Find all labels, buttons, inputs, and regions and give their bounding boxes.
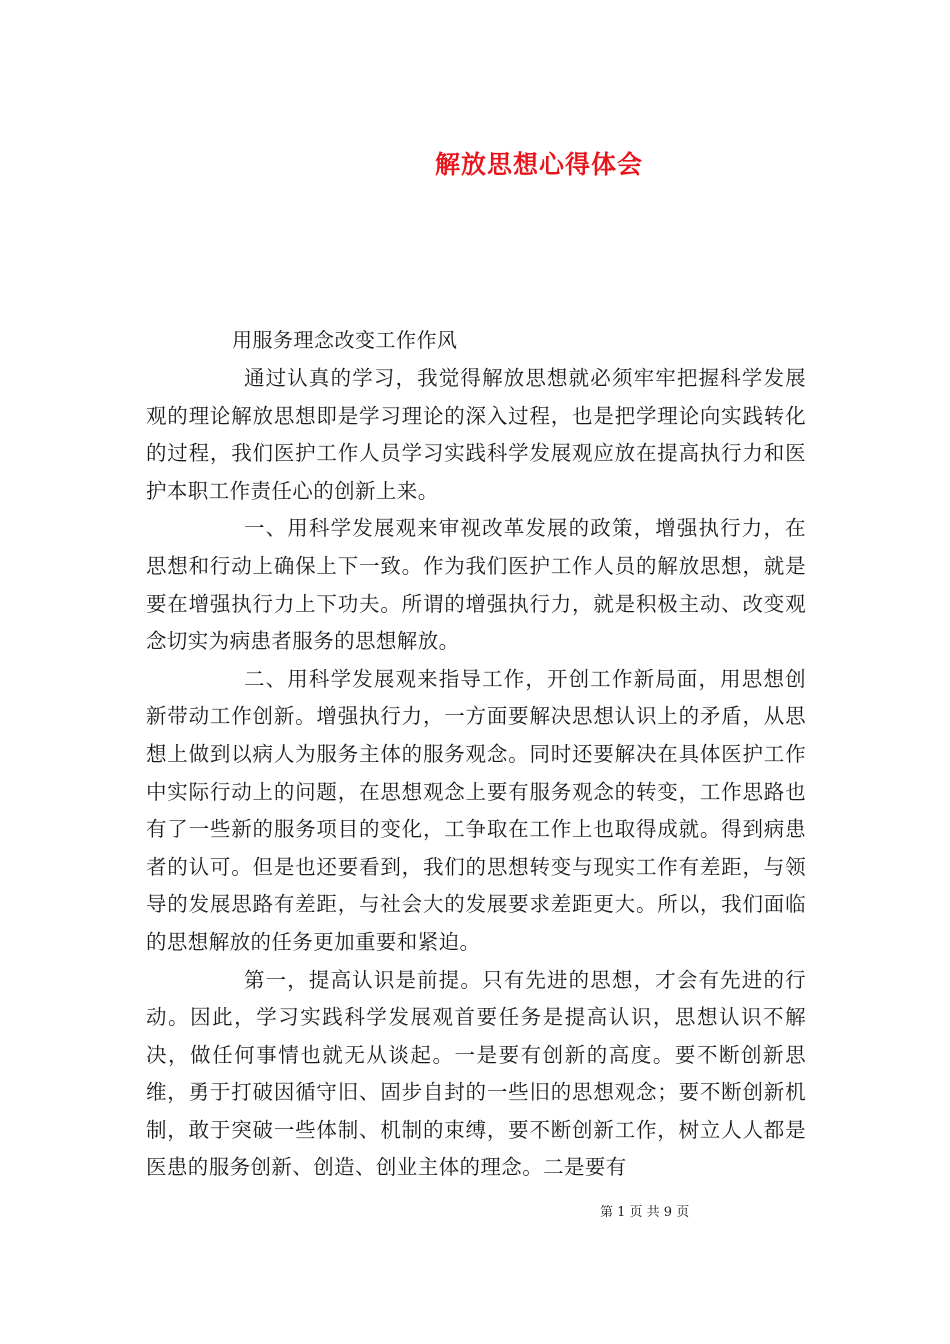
- paragraph-point-one: 一、用科学发展观来审视改革发展的政策，增强执行力，在思想和行动上确保上下一致。作为我们医护工作人员的解放思想，就是要在增强执行力上下功夫。所谓的增强执行力，就是积极主动、改变观念切实为病患者服务的思想解放。: [146, 516, 806, 654]
- page-number: 第 1 页 共 9 页: [600, 1205, 690, 1220]
- document-body: [146, 360, 806, 1187]
- document-subtitle: 用服务理念改变工作作风: [232, 328, 458, 352]
- paragraph-point-two: 二、用科学发展观来指导工作，开创工作新局面，用思想创新带动工作创新。增强执行力，一方面要解决思想认识上的矛盾，从思想上做到以病人为服务主体的服务观念。同时还要解决在具体医护工作中实际行动上的问题，在思想观念上要有服务观念的转变，工作思路也有了一些新的服务项目的变化，工争取在工作上也取得成就。得到病患者的认可。但是也还要看到，我们的思想转变与现实工作有差距，与领导的发展思路有差距，与社会大的发展要求差距更大。所以，我们面临的思想解放的任务更加重要和紧迫。: [146, 666, 806, 954]
- paragraph-intro: 通过认真的学习，我觉得解放思想就必须牢牢把握科学发展观的理论解放思想即是学习理论的深入过程，也是把学理论向实践转化的过程，我们医护工作人员学习实践科学发展观应放在提高执行力和医护本职工作责任心的创新上来。: [146, 366, 806, 503]
- document-title: 解放思想心得体会: [434, 149, 643, 179]
- paragraph-first: 第一，提高认识是前提。只有先进的思想，才会有先进的行动。因此，学习实践科学发展观首要任务是提高认识，思想认识不解决，做任何事情也就无从谈起。一是要有创新的高度。要不断创新思维，勇于打破因循守旧、固步自封的一些旧的思想观念；要不断创新机制，敢于突破一些体制、机制的束缚，要不断创新工作，树立人人都是医患的服务创新、创造、创业主体的理念。二是要有: [146, 967, 806, 1180]
